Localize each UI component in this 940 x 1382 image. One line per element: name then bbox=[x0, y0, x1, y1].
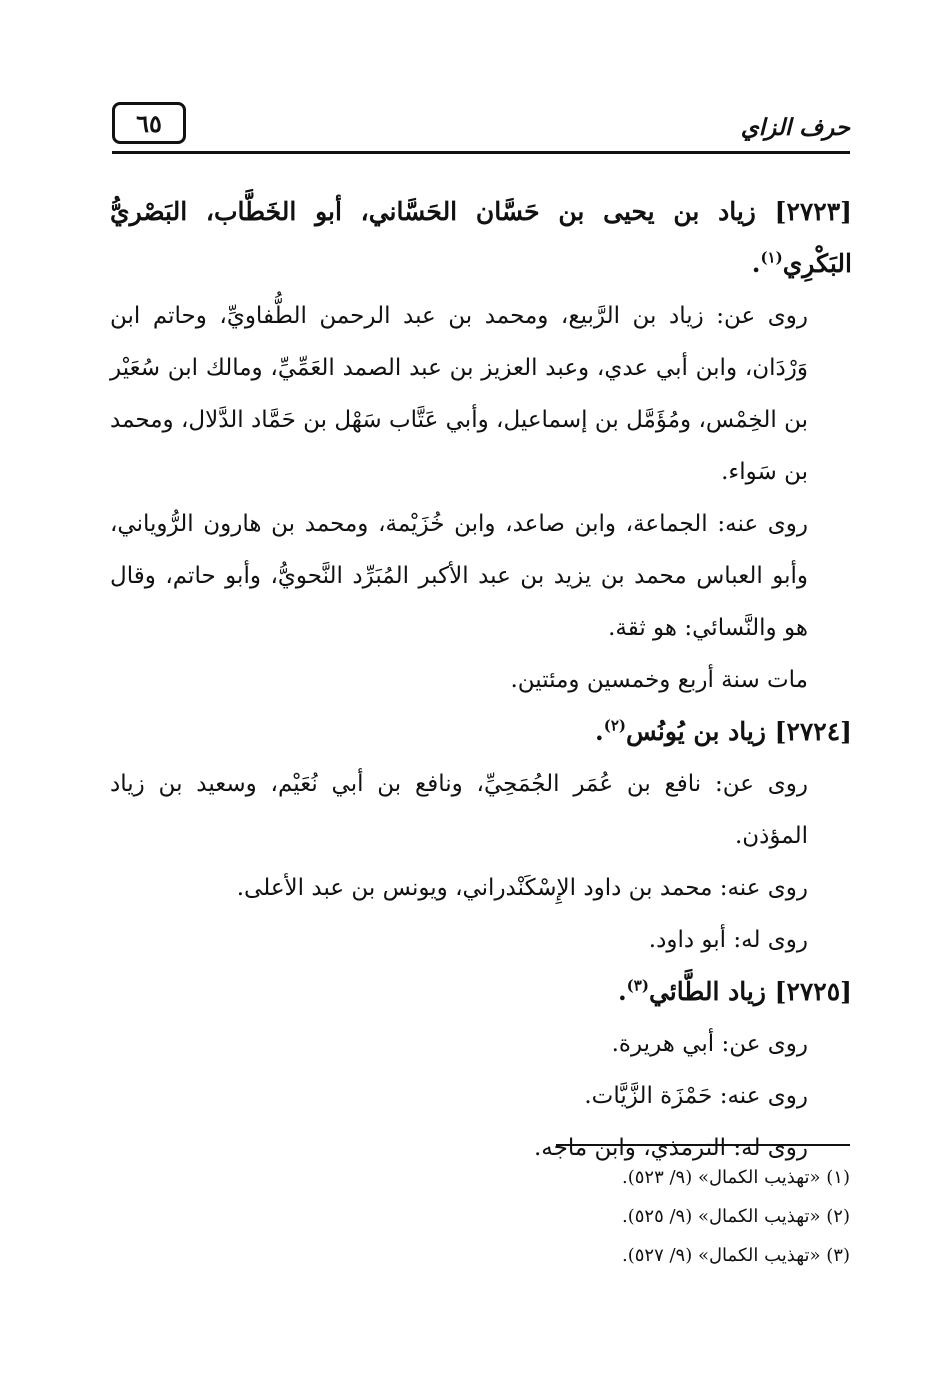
footnote-ref: (١) bbox=[760, 248, 783, 267]
entry-heading: [٢٧٢٣] زياد بن يحيى بن حَسَّان الحَسَّاني، أبو الخَطَّاب، البَصْريُّ البَكْرِي$^{(١)}$. bbox=[110, 197, 852, 278]
header-rule bbox=[112, 151, 850, 154]
paragraph: روى عنه: حَمْزَة الزَّيَّات. bbox=[584, 1083, 808, 1109]
footnote-ref: (٢) bbox=[603, 716, 627, 735]
paragraph: روى عنه: محمد بن داود الإِسْكَنْدراني، ويونس بن عبد الأعلى. bbox=[236, 875, 808, 901]
entry-heading: [٢٧٢٤] زياد بن يُونُس$^{(٢)}$. bbox=[595, 716, 852, 746]
paragraph: مات سنة أربع وخمسين ومئتين. bbox=[510, 667, 808, 693]
page-header bbox=[112, 92, 850, 158]
main-text bbox=[110, 186, 852, 1174]
entry-heading: [٢٧٢٥] زياد الطَّائي$^{(٣)}$. bbox=[617, 976, 852, 1006]
paragraph: روى عن: زياد بن الرَّبيع، ومحمد بن عبد الرحمن الطُّفاويِّ، وحاتم ابن وَرْدَان، وابن أبي عدي، وعبد العزيز بن عبد الصمد العَمِّيِّ، ومالك ابن سُعَيْر بن الخِمْس، ومُؤَمَّل بن إسماعيل، وأبي عَتَّاب سَهْل بن حَمَّاد الدَّلال، ومحمد بن سَواء. bbox=[110, 303, 808, 485]
footnote-rule bbox=[556, 1144, 850, 1146]
paragraph: روى له: أبو داود. bbox=[648, 927, 808, 953]
footnote-ref: (٣) bbox=[626, 976, 649, 995]
paragraph: روى له: الترمذي، وابن ماجه. bbox=[534, 1135, 808, 1161]
paragraph: روى عن: أبي هريرة. bbox=[611, 1031, 808, 1057]
paragraph: روى عن: نافع بن عُمَر الجُمَحِيِّ، ونافع بن أبي نُعَيْم، وسعيد بن زياد المؤذن. bbox=[110, 771, 808, 849]
footnote: (١) «تهذيب الكمال» (٩/ ٥٢٣). bbox=[621, 1167, 850, 1188]
page-number: ٦٥ bbox=[112, 102, 186, 144]
running-title: حرف الزاي bbox=[740, 114, 850, 141]
paragraph: روى عنه: الجماعة، وابن صاعد، وابن خُزَيْمة، ومحمد بن هارون الرُّوياني، وأبو العباس محمد بن يزيد بن عبد الأكبر المُبَرِّد النَّحويُّ، وأبو حاتم، وقال هو والنَّسائي: هو ثقة. bbox=[110, 511, 808, 641]
footnotes bbox=[110, 1158, 850, 1275]
footnote: (٢) «تهذيب الكمال» (٩/ ٥٢٥). bbox=[621, 1206, 850, 1227]
footnote: (٣) «تهذيب الكمال» (٩/ ٥٢٧). bbox=[621, 1245, 850, 1266]
